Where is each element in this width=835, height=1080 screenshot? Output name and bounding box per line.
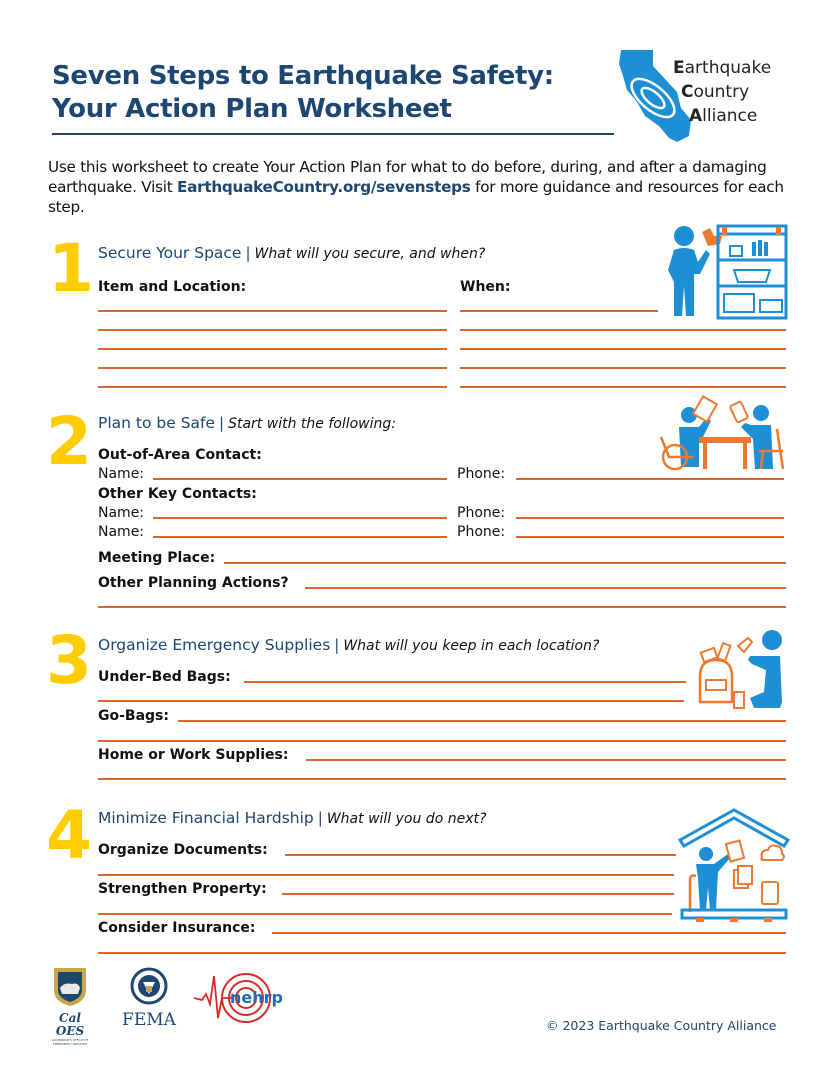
go-bags-field-1[interactable] bbox=[178, 720, 786, 722]
when-label: When: bbox=[460, 279, 511, 295]
name-label-3: Name: bbox=[98, 524, 145, 540]
name-label-2: Name: bbox=[98, 505, 145, 521]
when-field-4[interactable] bbox=[460, 367, 786, 369]
under-bed-bags-field-2[interactable] bbox=[98, 700, 684, 702]
step-4-subtitle: What will you do next? bbox=[326, 811, 487, 827]
step-2-heading: Plan to be Safe | Start with the following: bbox=[98, 414, 396, 432]
other-key-contacts-label: Other Key Contacts: bbox=[98, 486, 257, 502]
copyright: © 2023 Earthquake Country Alliance bbox=[546, 1018, 777, 1033]
step-1-title: Secure Your Space bbox=[98, 244, 242, 262]
key-contact-1-name-field[interactable] bbox=[153, 517, 447, 519]
consider-insurance-field-1[interactable] bbox=[272, 932, 786, 934]
step-4-number: 4 bbox=[46, 797, 92, 874]
meeting-place-label: Meeting Place: bbox=[98, 550, 216, 566]
under-bed-bags-field-1[interactable] bbox=[244, 681, 686, 683]
when-field-5[interactable] bbox=[460, 386, 786, 388]
when-field-3[interactable] bbox=[460, 348, 786, 350]
step-3-subtitle: What will you keep in each location? bbox=[343, 638, 600, 654]
step-4-title: Minimize Financial Hardship bbox=[98, 809, 314, 827]
person-with-flashlight-and-backpack-icon bbox=[694, 626, 788, 712]
people-planning-at-table-icon bbox=[655, 395, 787, 473]
out-of-area-phone-field[interactable] bbox=[516, 478, 784, 480]
go-bags-field-2[interactable] bbox=[98, 740, 786, 742]
key-contact-1-phone-field[interactable] bbox=[516, 517, 784, 519]
when-field-1[interactable] bbox=[460, 310, 658, 312]
step-1-number: 1 bbox=[48, 230, 94, 307]
out-of-area-name-field[interactable] bbox=[153, 478, 447, 480]
nehrp-logo: nehrp bbox=[192, 970, 284, 1026]
under-bed-bags-label: Under-Bed Bags: bbox=[98, 669, 231, 685]
logo-wordmark: Earthquake Country Alliance bbox=[673, 58, 772, 126]
step-1-subtitle: What will you secure, and when? bbox=[254, 246, 486, 262]
strengthen-property-label: Strengthen Property: bbox=[98, 881, 267, 897]
title-line-1: Seven Steps to Earthquake Safety: bbox=[52, 61, 554, 91]
title-divider bbox=[52, 133, 614, 135]
intro-paragraph: Use this worksheet to create Your Action Plan for what to do before, during, and after a damaging earthquake. Visit EarthquakeCountry.org/sevensteps for more guidance and resources for each step. bbox=[48, 158, 784, 216]
strengthen-property-field-1[interactable] bbox=[282, 893, 674, 895]
name-label-1: Name: bbox=[98, 466, 145, 482]
strengthen-property-field-2[interactable] bbox=[98, 913, 672, 915]
consider-insurance-label: Consider Insurance: bbox=[98, 920, 256, 936]
item-location-label: Item and Location: bbox=[98, 279, 247, 295]
step-2-subtitle: Start with the following: bbox=[228, 416, 396, 432]
organize-documents-field-1[interactable] bbox=[285, 854, 676, 856]
eca-logo bbox=[615, 46, 795, 146]
item-location-field-2[interactable] bbox=[98, 329, 447, 331]
cal-oes-shield-icon bbox=[48, 966, 92, 1008]
consider-insurance-field-2[interactable] bbox=[98, 952, 786, 954]
person-storing-documents-in-house-icon bbox=[678, 806, 790, 922]
item-location-field-1[interactable] bbox=[98, 310, 447, 312]
dhs-seal-icon bbox=[120, 966, 178, 1006]
page-title bbox=[52, 60, 554, 126]
when-field-2[interactable] bbox=[460, 329, 786, 331]
home-work-supplies-field-2[interactable] bbox=[98, 778, 786, 780]
go-bags-label: Go-Bags: bbox=[98, 708, 169, 724]
person-securing-shelf-icon bbox=[662, 222, 788, 322]
step-1-heading: Secure Your Space | What will you secure, and when? bbox=[98, 244, 486, 262]
organize-documents-field-2[interactable] bbox=[98, 874, 674, 876]
phone-label-3: Phone: bbox=[457, 524, 506, 540]
home-work-supplies-label: Home or Work Supplies: bbox=[98, 747, 289, 763]
other-planning-actions-field-1[interactable] bbox=[305, 587, 786, 589]
fema-logo: FEMA bbox=[120, 966, 178, 1032]
phone-label-2: Phone: bbox=[457, 505, 506, 521]
home-work-supplies-field-1[interactable] bbox=[306, 759, 786, 761]
step-2-title: Plan to be Safe bbox=[98, 414, 216, 432]
item-location-field-5[interactable] bbox=[98, 386, 447, 388]
step-3-title: Organize Emergency Supplies bbox=[98, 636, 331, 654]
step-3-number: 3 bbox=[46, 622, 92, 699]
step-4-heading: Minimize Financial Hardship | What will you do next? bbox=[98, 809, 487, 827]
key-contact-2-phone-field[interactable] bbox=[516, 536, 784, 538]
item-location-field-3[interactable] bbox=[98, 348, 447, 350]
other-planning-actions-label: Other Planning Actions? bbox=[98, 575, 289, 591]
organize-documents-label: Organize Documents: bbox=[98, 842, 268, 858]
meeting-place-field[interactable] bbox=[224, 562, 786, 564]
phone-label-1: Phone: bbox=[457, 466, 506, 482]
cal-oes-logo: Cal OES GOVERNOR'S OFFICE OF EMERGENCY SERVICES bbox=[48, 966, 92, 1032]
title-line-2: Your Action Plan Worksheet bbox=[52, 94, 452, 124]
out-of-area-contact-label: Out-of-Area Contact: bbox=[98, 447, 262, 463]
item-location-field-4[interactable] bbox=[98, 367, 447, 369]
sevensteps-link[interactable]: EarthquakeCountry.org/sevensteps bbox=[177, 178, 471, 196]
step-2-number: 2 bbox=[46, 403, 92, 480]
step-3-heading: Organize Emergency Supplies | What will you keep in each location? bbox=[98, 636, 600, 654]
other-planning-actions-field-2[interactable] bbox=[98, 606, 786, 608]
key-contact-2-name-field[interactable] bbox=[153, 536, 447, 538]
